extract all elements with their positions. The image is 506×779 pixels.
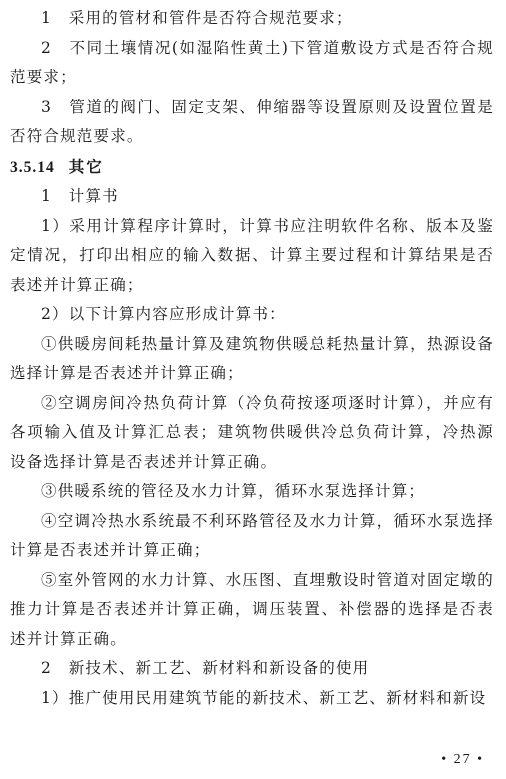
paragraph-heating-load: ①供暖房间耗热量计算及建筑物供暖总耗热量计算，热源设备选择计算是否表述并计算正确； (10, 334, 494, 382)
section-number: 3.5.14 (10, 158, 55, 176)
section-heading (10, 152, 494, 183)
paragraph-calc-content: 2）以下计算内容应形成计算书： (41, 305, 286, 323)
paragraph-heating-pipe: ③供暖系统的管径及水力计算，循环水泵选择计算； (41, 482, 426, 500)
page-content (10, 4, 494, 713)
subsection-calculation-book: 1 计算书 (41, 187, 119, 205)
paragraph-outdoor-network: ⑤室外管网的水力计算、水压图、直埋敷设时管道对固定墩的推力计算是否表述并计算正确，调压装置、补偿器的选择是否表述并计算正确。 (10, 570, 494, 648)
paragraph-calc-program: 1）采用计算程序计算时，计算书应注明软件名称、版本及鉴定情况，打印出相应的输入数据、计算主要过程和计算结果是否表述并计算正确； (10, 216, 494, 294)
subsection-new-tech: 2 新技术、新工艺、新材料和新设备的使用 (41, 659, 370, 677)
paragraph-promote-energy: 1）推广使用民用建筑节能的新技术、新工艺、新材料和新设 (41, 688, 487, 707)
paragraph-item-3: 3 管道的阀门、固定支架、伸缩器等设置原则及设置位置是否符合规范要求。 (10, 97, 494, 145)
paragraph-item-1: 1 采用的管材和管件是否符合规范要求； (41, 9, 353, 27)
paragraph-ac-load: ②空调房间冷热负荷计算（冷负荷按逐项逐时计算），并应有各项输入值及计算汇总表；建筑物供暖供冷总负荷计算，冷热源设备选择计算是否表述并计算正确。 (10, 393, 494, 471)
paragraph-ac-water: ④空调冷热水系统最不利环路管径及水力计算，循环水泵选择计算是否表述并计算正确； (10, 511, 494, 559)
page-number: • 27 • (441, 752, 484, 767)
section-title: 其它 (68, 157, 104, 176)
paragraph-item-2: 2 不同土壤情况(如湿陷性黄土)下管道敷设方式是否符合规范要求； (10, 38, 494, 86)
